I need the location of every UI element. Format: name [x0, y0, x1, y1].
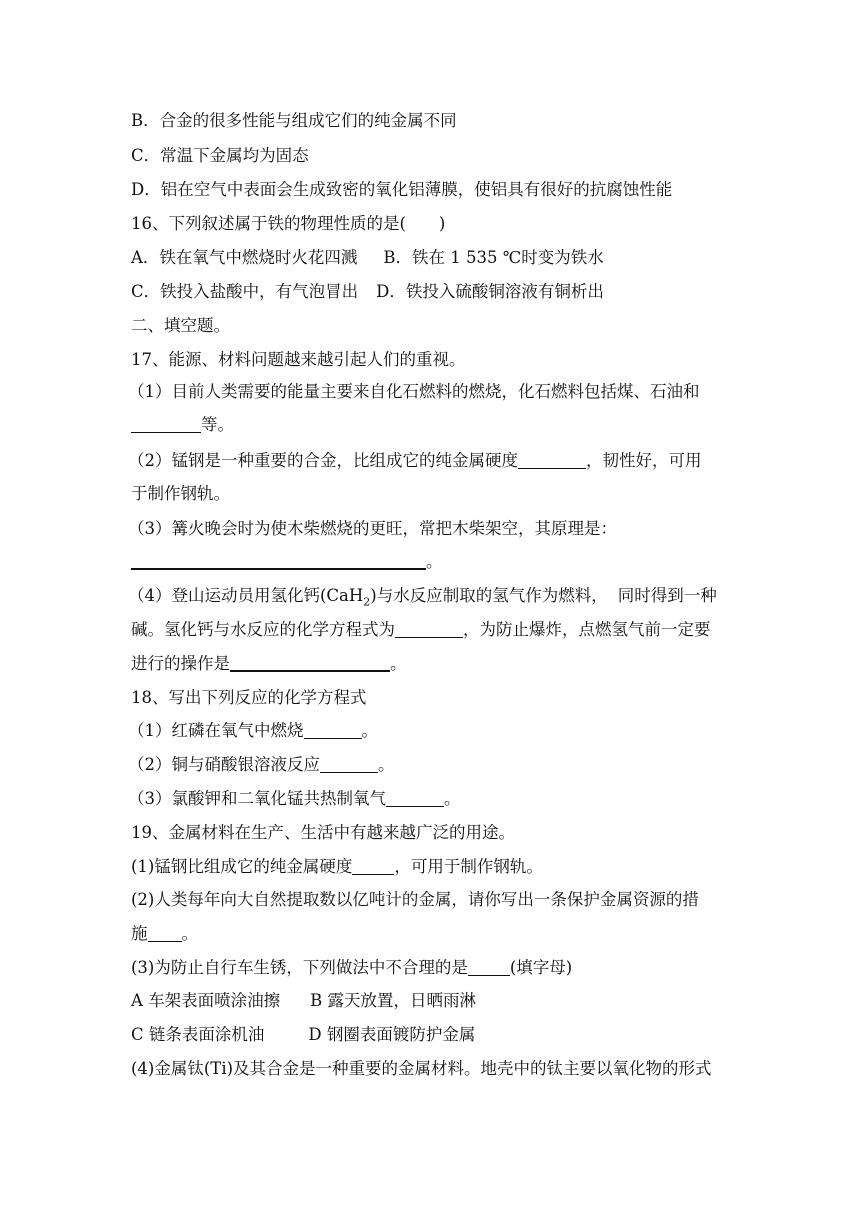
q19-part-2: (2)人类每年向大自然提取数以亿吨计的金属，请你写出一条保护金属资源的措: [131, 890, 699, 909]
q19-option-b: B 露天放置，日晒雨淋: [310, 991, 477, 1010]
q17-part-3: （3）篝火晚会时为使木柴燃烧的更旺，常把木柴架空，其原理是：: [128, 519, 617, 538]
q19-part-3-end: (填字母): [509, 958, 573, 977]
q18-part-2-text: （2）铜与硝酸银溶液反应: [128, 755, 320, 774]
q18-part-1: [128, 720, 738, 742]
q17-part-1-end: 等。: [201, 415, 234, 434]
q17-part-4-line2-end: ，为防止爆炸，点燃氢气前一定要: [463, 620, 711, 639]
q19-part-4: (4)金属钛(Ti)及其合金是一种重要的金属材料。地壳中的钛主要以氧化物的形式: [131, 1059, 712, 1078]
answer-blank[interactable]: [131, 416, 201, 433]
q17-part-4-line2: [131, 619, 741, 641]
q17-part-4-text: （4）登山运动员用氢化钙(CaH: [128, 586, 364, 605]
q19-part-1-text: (1)锰钢比组成它的纯金属硬度: [131, 857, 353, 876]
answer-blank[interactable]: [352, 858, 394, 875]
q17-part-4-line3-end: 。: [390, 654, 407, 673]
q18-part-3: [128, 788, 738, 810]
q17-part-2-text-end: ，韧性好，可用: [586, 451, 702, 470]
q17-part-1: （1）目前人类需要的能量主要来自化石燃料的燃烧，化石燃料包括煤、石油和: [128, 382, 700, 401]
q17-part-3-end: 。: [426, 552, 443, 571]
answer-blank[interactable]: [304, 722, 362, 739]
q19-part-2-cont: [131, 923, 741, 945]
subscript: 2: [363, 595, 371, 609]
answer-blank[interactable]: [386, 790, 444, 807]
q17-part-3-cont: [131, 551, 741, 573]
answer-blank[interactable]: [518, 452, 586, 469]
q16-option-a: A．铁在氧气中燃烧时火花四溅: [131, 248, 358, 267]
question-16: 16、下列叙述属于铁的物理性质的是( ): [131, 214, 446, 233]
q17-part-4-line3: [131, 653, 741, 675]
question-16-options-ab: [131, 247, 741, 269]
option-b-line: B．合金的很多性能与组成它们的纯金属不同: [131, 111, 457, 130]
q17-part-2-cont: 于制作钢轨。: [131, 484, 230, 503]
question-18: 18、写出下列反应的化学方程式: [131, 688, 367, 707]
q17-part-2-text: （2）锰钢是一种重要的合金，比组成它的纯金属硬度: [128, 451, 518, 470]
answer-blank[interactable]: [230, 654, 390, 672]
q19-part-1: [131, 856, 741, 878]
answer-blank[interactable]: [320, 756, 378, 773]
q16-option-c: C．铁投入盐酸中，有气泡冒出: [131, 282, 359, 301]
q18-part-1-text: （1）红磷在氧气中燃烧: [128, 721, 304, 740]
q17-part-4-text-mid: )与水反应制取的氢气作为燃料，: [370, 586, 608, 605]
q19-part-3: [131, 957, 741, 979]
q18-part-3-end: 。: [444, 789, 461, 808]
section-heading: 二、填空题。: [131, 316, 230, 335]
q19-part-1-end: ，可用于制作钢轨。: [394, 857, 543, 876]
q17-part-4-line3-text: 进行的操作是: [131, 654, 230, 673]
q16-option-b: B．铁在 1 535 ℃时变为铁水: [383, 248, 604, 267]
q18-part-3-text: （3）氯酸钾和二氧化锰共热制氧气: [128, 789, 386, 808]
q19-option-a: A 车架表面喷涂油擦: [131, 991, 281, 1010]
q17-part-4-line2-text: 碱。氢化钙与水反应的化学方程式为: [131, 620, 395, 639]
q19-options-cd: [131, 1024, 741, 1046]
q19-part-3-text: (3)为防止自行车生锈，下列做法中不合理的是: [131, 958, 468, 977]
q17-part-1-cont: [131, 414, 741, 436]
answer-blank[interactable]: [148, 925, 182, 942]
option-c-line: C．常温下金属均为固态: [131, 146, 309, 165]
q17-part-2: [128, 450, 738, 472]
q19-part-2-end: 。: [181, 924, 198, 943]
q19-part-2-text: 施: [131, 924, 148, 943]
q19-option-d: D 钢圈表面镀防护金属: [308, 1025, 476, 1044]
q17-part-4-text-end: 同时得到一种: [617, 586, 717, 605]
answer-blank[interactable]: [131, 552, 426, 570]
question-19: 19、金属材料在生产、生活中有越来越广泛的用途。: [131, 823, 515, 842]
answer-blank[interactable]: [395, 621, 463, 638]
q17-part-4: [128, 585, 738, 607]
answer-blank[interactable]: [468, 959, 510, 976]
q19-options-ab: [131, 990, 741, 1012]
option-d-line: D．铝在空气中表面会生成致密的氧化铝薄膜，使铝具有很好的抗腐蚀性能: [131, 180, 673, 199]
q18-part-2: [128, 754, 738, 776]
q18-part-2-end: 。: [378, 755, 395, 774]
q16-option-d: D．铁投入硫酸铜溶液有铜析出: [376, 282, 604, 301]
question-17: 17、能源、材料问题越来越引起人们的重视。: [131, 350, 466, 369]
question-16-options-cd: [131, 281, 741, 303]
q18-part-1-end: 。: [361, 721, 378, 740]
q19-option-c: C 链条表面涂机油: [131, 1025, 265, 1044]
